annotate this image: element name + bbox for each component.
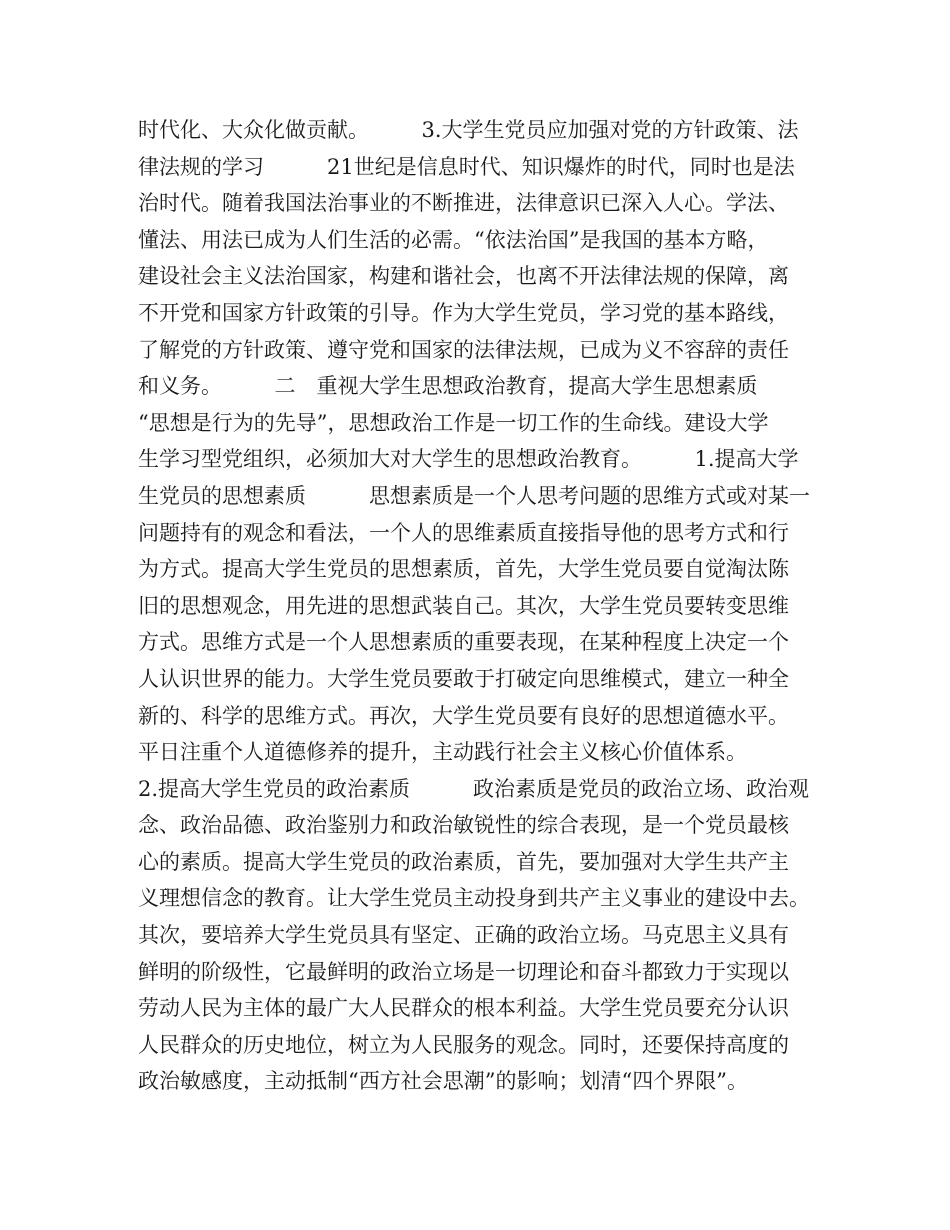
text-line: 方式。思维方式是一个人思想素质的重要表现，在某种程度上决定一个 <box>138 630 789 655</box>
text-line: “思想是行为的先导”，思想政治工作是一切工作的生命线。建设大学 <box>138 410 769 435</box>
text-line: 不开党和国家方针政策的引导。作为大学生党员，学习党的基本路线， <box>138 300 789 325</box>
text-line: 人认识世界的能力。大学生党员要敢于打破定向思维模式，建立一种全 <box>138 666 789 691</box>
text-line: 建设社会主义法治国家，构建和谐社会，也离不开法律法规的保障，离 <box>138 264 789 289</box>
text-line: 人民群众的历史地位，树立为人民服务的观念。同时，还要保持高度的 <box>138 1032 789 1057</box>
text-line: 平日注重个人道德修养的提升，主动践行社会主义核心价值体系。 <box>138 740 747 765</box>
text-line: 生学习型党组织，必须加大对大学生的思想政治教育。 1.提高大学 <box>138 447 799 472</box>
text-line: 生党员的思想素质 思想素质是一个人思考问题的思维方式或对某一 <box>138 483 810 508</box>
text-line: 为方式。提高大学生党员的思想素质，首先，大学生党员要自觉淘汰陈 <box>138 557 789 582</box>
text-line: 念、政治品德、政治鉴别力和政治敏锐性的综合表现，是一个党员最核 <box>138 813 789 838</box>
text-line: 其次，要培养大学生党员具有坚定、正确的政治立场。马克思主义具有 <box>138 923 789 948</box>
text-line: 和义务。 二 重视大学生思想政治教育，提高大学生思想素质 <box>138 374 758 399</box>
text-line: 旧的思想观念，用先进的思想武装自己。其次，大学生党员要转变思维 <box>138 593 789 618</box>
text-line: 2.提高大学生党员的政治素质 政治素质是党员的政治立场、政治观 <box>138 776 810 801</box>
text-line: 懂法、用法已成为人们生活的必需。“依法治国”是我国的基本方略， <box>138 227 769 252</box>
text-line: 义理想信念的教育。让大学生党员主动投身到共产主义事业的建设中去。 <box>138 886 810 911</box>
text-line: 政治敏感度，主动抵制“西方社会思潮”的影响；划清“四个界限”。 <box>138 1069 748 1094</box>
text-line: 问题持有的观念和看法，一个人的思维素质直接指导他的思考方式和行 <box>138 520 789 545</box>
text-line: 鲜明的阶级性，它最鲜明的政治立场是一切理论和奋斗都致力于实现以 <box>138 959 789 984</box>
text-line: 时代化、大众化做贡献。 3.大学生党员应加强对党的方针政策、法 <box>138 118 799 142</box>
body-text <box>138 112 828 1100</box>
text-line: 心的素质。提高大学生党员的政治素质，首先，要加强对大学生共产主 <box>138 849 789 874</box>
text-line: 劳动人民为主体的最广大人民群众的根本利益。大学生党员要充分认识 <box>138 996 789 1021</box>
text-line: 治时代。随着我国法治事业的不断推进，法律意识已深入人心。学法、 <box>138 191 789 216</box>
text-line: 律法规的学习 21世纪是信息时代、知识爆炸的时代，同时也是法 <box>138 154 795 179</box>
text-line: 新的、科学的思维方式。再次，大学生党员要有良好的思想道德水平。 <box>138 703 789 728</box>
text-line: 了解党的方针政策、遵守党和国家的法律法规，已成为义不容辞的责任 <box>138 337 789 362</box>
